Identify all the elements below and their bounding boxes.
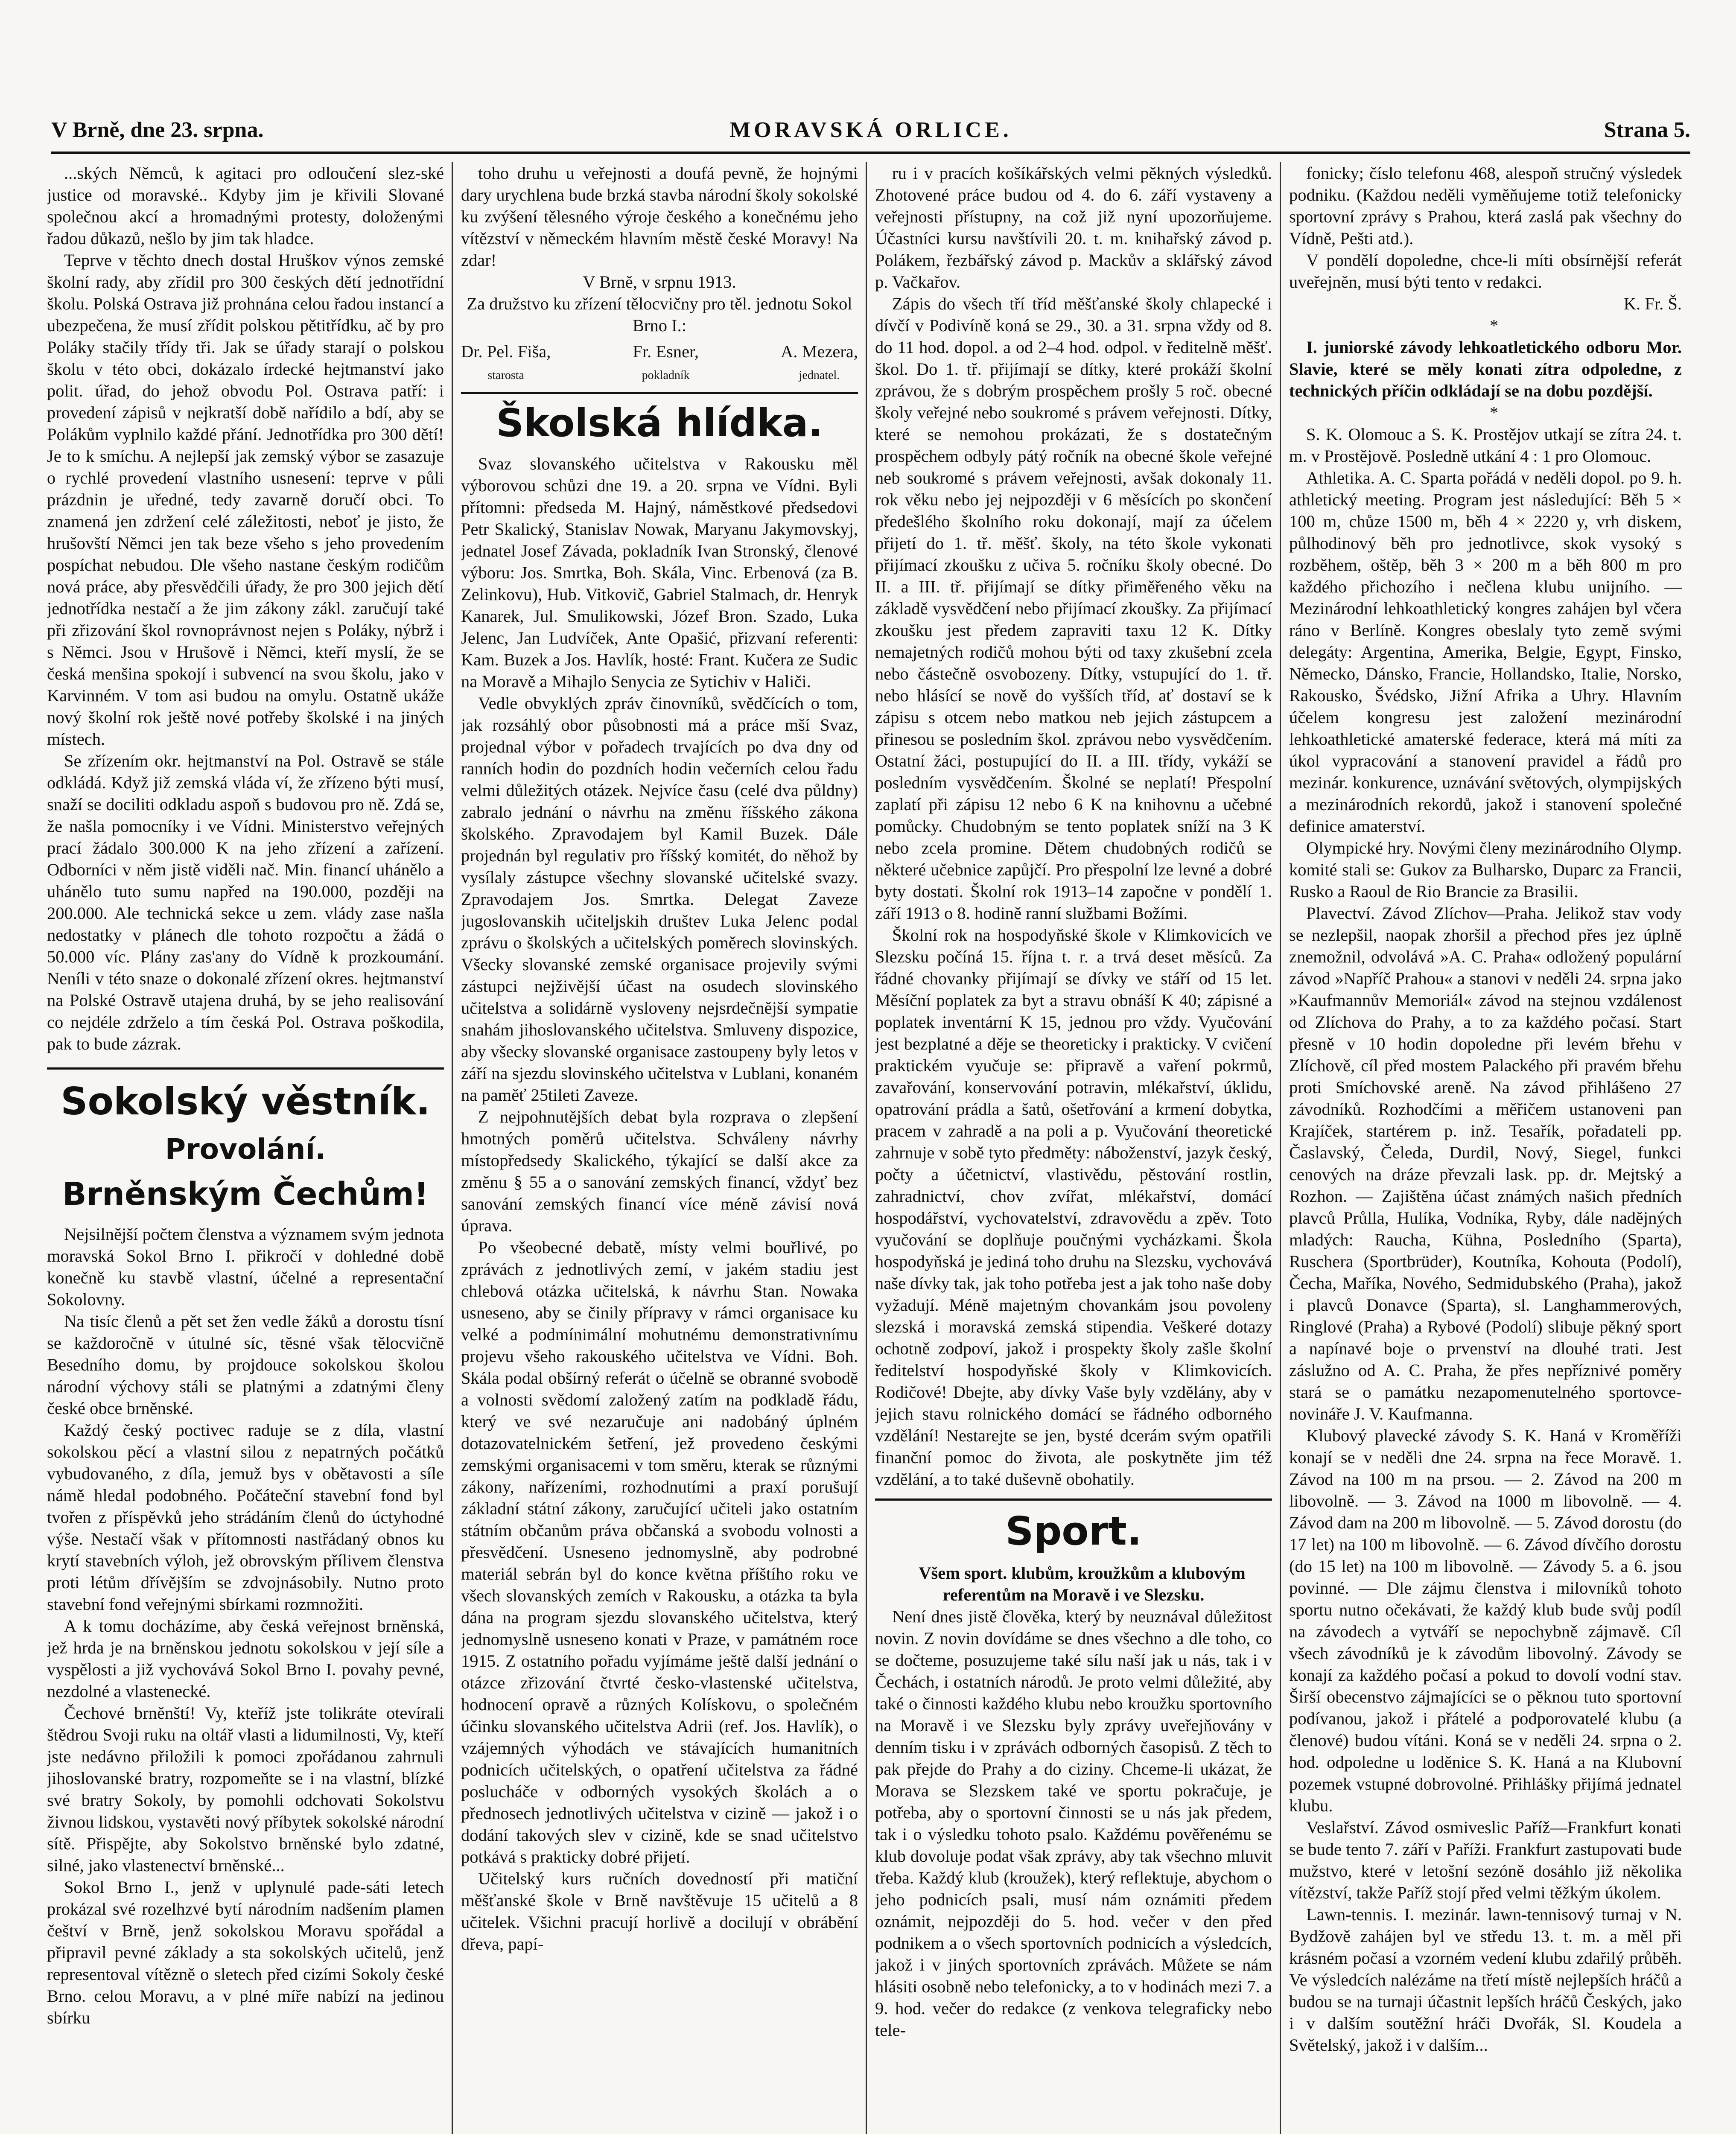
article-paragraph: Školní rok na hospodyňské škole v Klimkovicích ve Slezsku počíná 15. října t. r. a trvá deset měsíců. Za řádné chovanky přijímají se dívky ve stáří od 15 let. Měsíční poplatek za byt a stravu obnáší K 40; zápisné a poplatek inventární K 15, jednou pro vždy. Vyučování jest bezplatné a děje se theoreticky i prakticky. V cvičení praktickém vyučuje se: připravě a vaření pokrmů, zavařování, konservování potravin, mlékařství, úklidu, opatrování prádla a šatů, ošetřování a krmení dobytka, pracem v zahradě a na poli a p. Vyučování theoretické zahrnuje v sobě tyto předměty: náboženství, jazyk český, počty a účetnictví, vlastivědu, pěstování rostlin, zahradnictví, chov zvířat, mlékařství, domácí hospodářství, vychovatelství, zdravovědu a zpěv. Toto vyučování se doplňuje poučnými vycházkami. Škola hospodyňská je jediná toho druhu na Slezsku, vychovává naše dívky tak, jak toho potřeba jest a jak toho naše doby vyžadují. Méně majetným chovankám jsou povoleny slezská i moravská zemská stipendia. Veškeré dotazy ochotně zodpoví, jakož i prospekty školy zašle školní ředitelství hospodyňské školy v Klimkovicích. Rodičové! Dbejte, aby dívky Vaše byly vzdělány, aby v jejich stavu rolnického domácí se řádného odborného vzdělání! Nestarejte se jen, bysté dcerám svým opatřili finanční pomoc do života, ale poskytněte jim též vzdělání, a to také duševně obohatily.	[875, 925, 1272, 1489]
article-paragraph: Veslařství. Závod osmiveslic Paříž—Frankfurt konati se bude tento 7. září v Paříži. Frankfurt zastupovati bude mužstvo, které v letošní sezóně dosáhlo již několika vítězství, takže Paříž stojí před velmi těžkým úkolem.	[1289, 1818, 1682, 1902]
article-paragraph: A k tomu docházíme, aby česká veřejnost brněnská, jež hrda je na brněnskou jednotu sokolskou v její síle a vyspělosti a již vychovává Sokol Brno I. povahy pevné, nezdolné a vlastenecké.	[47, 1616, 444, 1701]
column-rule	[452, 162, 453, 2134]
article-paragraph: Athletika. A. C. Sparta pořádá v neděli dopol. po 9. h. athletický meeting. Program jest následující: Běh 5 × 100 m, chůze 1500 m, běh 4 × 2220 y, vrh diskem, půlhodinový běh pro jednotlivce, skok vysoký s rozběhem, oštěp, běh 3 × 200 m a běh 800 m pro každého přichozího i nečlena klubu unijního. — Mezinárodní lehkoathletický kongres zahájen byl včera ráno v Berlíně. Kongres obeslaly tyto země svými delegáty: Argentina, Amerika, Belgie, Egypt, Finsko, Německo, Dánsko, Francie, Hollandsko, Italie, Norsko, Rakousko, Švédsko, Jižní Afrika a Uhry. Hlavním účelem kongresu jest založení mezinárodní lehkoathletické amaterské federace, která má míti za úkol vypracování a stanovení pravidel a řádů pro mezinár. konkurence, uznávání světových, olympijských a mezinárodních rekordů, jakož i stanovení společné definice amaterství.	[1289, 468, 1682, 836]
article-paragraph: Olympické hry. Novými členy mezinárodního Olymp. komité stali se: Gukov za Bulharsko, Duparc za Francii, Rusko a Raoul de Rio Brancie za Brasilii.	[1289, 838, 1682, 901]
signatures	[461, 341, 858, 384]
page-number: Strana 5.	[1604, 118, 1690, 142]
article-paragraph: Sokol Brno I., jenž v uplynulé pade-sáti letech prokázal své rozelhzvé bytí národním nadšením plamen češtví v Brně, jenž sokolskou Moravu spořádal a připravil pevné základy a sta sokolských učitelů, jenž representoval vítězně o sletech před cizími Sokoly české Brno. celou Moravu, a v plné míře nabízí na jedinou sbírku	[47, 1877, 444, 2027]
article-paragraph: Po všeobecné debatě, místy velmi bouřlivé, po zprávách z jednotlivých zemí, v jakém stadiu jest chlebová otázka učitelská, k návrhu Stan. Nowaka usneseno, aby se činily přípravy v rámci organisace ku velké a podmínimální mohutnému demonstrativnímu projevu všeho rakouského učitelstva ve Vídni. Boh. Skála podal obšírný referát o účelně se obranné svobodě a volnosti svědomí založený zatím na podkladě řádu, který ve své nezaručuje ani nadobáný úplném dotazovatelnickém šetření, jež provedeno českými zemskými organisacemi v tom směru, kterak se různými zákony, nařízeními, rozhodnutími a praxí porušují základní státní zákony, zaručující učiteli jako ostatním státním občanům práva občanská a svobodu volnosti a přesvědčení. Usneseno jednomyslně, aby podrobné materiál sebrán byl do konce května příštího roku ve všech slovanských zemích v Rakousku, a otázka ta byla dána na program sjezdu slovanského učitelstva, který jednomyslně usneseno konati v Praze, v památném roce 1915. Z ostatního pořadu vyjímáme ještě další jednání o otázce zřizování čtvrté česko-vlastenské učitelstva, hodnocení opravě a různých Kolískovu, o společném účinku slovanského učitelstva Adrii (ref. Jos. Havlík), o vzájemných výhodách ve stávajících humanitních podnicích učitelských, o opatření učitelstva za řádné poslucháče v odborných vysokých školách a o přednosech jednotlivých učitelstva v cizině — jakož i o dodání takových slev v cizině, kde se snad učitelstvo potkává s prakticky dobré přijetí.	[461, 1238, 858, 1866]
committee-line: Za družstvo ku zřízení tělocvičny pro těl. jednotu Sokol Brno I.:	[467, 294, 852, 335]
article-paragraph: Vedle obvyklých zpráv činovníků, svědčících o tom, jak rozsáhlý obor působnosti má a práce mší Svaz, projednal výbor v pořadech trvajících po dva dny od ranních hodin do pozdních hodin večerních celou řadu velmi důležitých otázek. Nejvíce času (celé dva půldny) zabralo jednání o návrhu na změnu říšského zákona školského. Zpravodajem byl Kamil Buzek. Dále projednán byl regulativ pro říšský komitét, do něhož by vysílaly zástupce všechny slovanské učitelské svazy. Zpravodajem Jos. Smrtka. Delegat Zaveze jugoslovanskih učiteljskih društev Luka Jelenc podal zprávu o školských a učitelských poměrech slovinských. Všecky slovanské zemské organisace projevily svými zástupci nejživější účast na osudech slovinského učitelstva a solidárně vysloveny nejsrdečnější sympatie snahám jihoslovanského učitelstva. Smluveny dispozice, aby všecky slovanské organisace zastoupeny byly letos v září na sjezdu slovinského učitelstva v Lublani, konaném na paměť 25tileti Zaveze.	[461, 694, 858, 1105]
signature: Fr. Esner, pokladník	[633, 342, 699, 382]
separator-star: *	[1489, 316, 1499, 335]
article-paragraph: Nejsilnější počtem členstva a významem svým jednota moravská Sokol Brno I. přikročí v dohledné době konečně ku stavbě vlastní, účelné a representační Sokolovny.	[47, 1224, 444, 1309]
article-paragraph: ru i v pracích košíkářských velmi pěkných výsledků. Zhotovené práce budou od 4. do 6. září vystaveny a veřejnosti přístupny, na což již nyní upozorňujeme. Účastníci kursu navštívili 20. t. m. knihařský závod p. Polákem, řezbářský závod p. Mackův a sklářský závod p. Vačkařov.	[875, 163, 1272, 292]
article-paragraph: S. K. Olomouc a S. K. Prostějov utkají se zítra 24. t. m. v Prostějově. Posledně utkání 4 : 1 pro Olomouc.	[1289, 425, 1682, 466]
article-paragraph: toho druhu u veřejnosti a doufá pevně, že hojnými dary urychlena bude brzká stavba národní školy sokolské ku zvýšení tělesného výroje českého a konečnému jeho vítězství v německém hlavním městě české Moravy! Na zdar!	[461, 163, 858, 270]
signature: Dr. Pel. Fiša, starosta	[461, 342, 551, 382]
article-paragraph: I. juniorské závody lehkoatletického odboru Mor. Slavie, které se měly konati zítra odpoledne, z technických příčin odkládají se na dobu pozdější.	[1289, 338, 1682, 400]
article-paragraph: Na tisíc členů a pět set žen vedle žáků a dorostu tísní se každoročně v útulné síc, těsné však tělocvičně Besedního domu, by projdouce sokolskou školou národní výchovy stáli se platnými a zdatnými členy české obce brněnské.	[47, 1312, 444, 1418]
article-paragraph: Klubový plavecké závody S. K. Haná v Kroměříži konají se v neděli dne 24. srpna na řece Moravě. 1. Závod na 100 m na prsou. — 2. Závod na 200 m libovolně. — 3. Závod na 1000 m libovolně. — 4. Závod dam na 200 m libovolně. — 5. Závod dorostu (do 17 let) na 100 m libovolně. — 6. Závod dívčího dorostu (do 15 let) na 100 m libovolně. — Závody 5. a 6. jsou povinné. — Dle zájmu členstva i milovníků tohoto sportu nutno očekávati, že každý klub bude svůj podíl na závodech a vytváří se nepochybně zájmavě. Cíl všech závodníků je k závodům libovolný. Závody se konají za každého počasí a pokud to dovolí vodní stav. Širší obecenstvo zájmajícíci se o pěknou tuto sportovní podívanou, jakož i přátelé a podporovatelé klubu (a členové) budou vítáni. Koná se v neděli 24. srpna o 2. hod. odpoledne u loděnice S. K. Haná a na Klubovní pozemek vstupné dobrovolné. Přihlášky přijímá jednatel klubu.	[1289, 1426, 1682, 1815]
article-paragraph: Zápis do všech tří tříd měšťanské školy chlapecké i dívčí v Podivíně koná se 29., 30. a 31. srpna vždy od 8. do 11 hod. dopol. a od 2–4 hod. odpol. v ředitelně měšť. škol. Do 1. tř. přijímají se dítky, které prokáží školní zprávou, že s dobrým prospěchem prošly 5 roč. obecné školy veřejné nebo soukromé s právem veřejnosti. Dítky, které se nemohou prokázati, že s dostatečným prospěchem odbyly pátý ročník na obecné škole veřejné neb soukromé s právem veřejnosti, avšak dokonaly 11. rok věku nebo jej nejpozději v 6 měsících po skončení předešlého školního roku dokonají, mají za účelem přijetí do 1. tř. měšť. školy, na této škole vykonati přijímací zkoušku z učiva 5. ročníku školy obecné. Do II. a III. tř. přijímají se dítky přiměřeného věku na základě vysvědčení nebo přijímací zkoušky. Za přijímací zkoušku jest předem zapraviti taxu 12 K. Dítky nemajetných rodičů mohou býti od taxy zkušební zcela nebo částečně osvobozeny. Dítky, vstupující do 1. tř. nebo hlásící se nově do vyšších tříd, ať dostaví se k zápisu s otcem nebo matkou neb jejich zástupcem a přinesou se posledním škol. zprávou nebo vysvědčením. Ostatní žáci, postupující do II. a III. třídy, vykáží se posledním vysvědčením. Školné se neplatí! Přespolní zaplatí při zápisu 12 nebo 6 K na knihovnu a učebné pomůcky. Chudobným se tento poplatek sníží na 3 K nebo zcela promine. Dětem chudobných rodičů se některé učebnice zapůjčí. Pro přespolní lze levné a dobré byty dostati. Školní rok 1913–14 započne v pondělí 1. září 1913 o 8. hodině ranní službami Božími.	[875, 294, 1272, 923]
article-paragraph: Lawn-tennis. I. mezinár. lawn-tennisový turnaj v N. Bydžově zahájen byl ve středu 13. t. m. a měl při krásném počasí a vzorném vedení klubu zdařilý průběh. Ve výsledcích nalézáme na třetí místě nejlepších hráčů a budou se na turnaji účastnit lepších hráčů Českých, jako i v dalším soutěžní hráči Dvořák, Sl. Koudela a Světelský, jakož i v dalším...	[1289, 1905, 1682, 2055]
article-paragraph: Svaz slovanského učitelstva v Rakousku měl výborovou schůzi dne 19. a 20. srpna ve Vídni. Byli přítomni: předseda M. Hajný, náměstkové předsedovi Petr Skalický, Stanislav Nowak, Maryanu Jakymovskyj, jednatel Josef Závada, pokladník Ivan Stronský, členové výboru: Jos. Smrtka, Boh. Skála, Vinc. Erbenová (za B. Zelinkovu), Hub. Vitkovič, Gabriel Stalmach, dr. Henryk Kanarek, Jul. Smulikowski, Józef Bron. Szado, Luka Jelenc, Jan Ludvíček, Ante Opašić, přizvaní referenti: Kam. Buzek a Jos. Havlík, hosté: Frant. Kučera ze Sudic na Moravě a Mihajlo Senycia ze Sytichiv v Haliči.	[461, 454, 858, 691]
article-paragraph: Učitelský kurs ručních dovedností při matiční měšťanské škole v Brně navštěvuje 15 učitelů a 8 učitelek. Všichni pracují horlivě a docilují v obrábění dřeva, papí-	[461, 1869, 858, 1953]
column-rule	[1280, 162, 1281, 2134]
column-1	[47, 162, 444, 2134]
article-paragraph: Není dnes jistě člověka, který by neuznával důležitost novin. Z novin dovídáme se dnes všechno a dle toho, co se dočteme, posuzujeme také sílu naší jak u nás, tak i v Čechách, i ostatních národů. Je proto velmi důležité, aby také o činnosti každého klubu nebo kroužku sportovního na Moravě i ve Slezsku byly zprávy uveřejňovány v denním tisku i v zprávách odborných časopisů. Z těch to pak přejde do Prahy a do ciziny. Chceme-li ukázat, že Morava se Slezskem také ve sportu pokračuje, je potřeba, aby o sportovní činnosti se u nás jak předem, tak i o výsledku tohoto psalo. Každému pověřenému se klub dovoluje podat však zprávy, aby tak všechno mluvit třeba. Každý klub (kroužek), který reflektuje, abychom o jeho podnicích psali, musí nám oznámiti předem oznámit, nejpozději do 5. hod. večer v den před podnikem a o všech sportovních podnicích a výsledcích, jakož i v jiných sportovních zprávách. Můžete se nám hlásiti osobně nebo telefonicky, a to v hodinách mezi 7. a 9. hod. večer do redakce (z venkova telegraficky nebo tele-	[875, 1607, 1272, 2040]
proclamation-heading: Provolání.	[165, 1133, 326, 1166]
author-initials: K. Fr. Š.	[1623, 294, 1682, 313]
article-paragraph: V pondělí dopoledne, chce-li míti obsírnější referát uveřejněn, musí býti tento v redakci.	[1289, 251, 1682, 292]
column-3	[875, 162, 1272, 2134]
article-paragraph: Se zřízením okr. hejtmanství na Pol. Ostravě se stále odkládá. Když již zemská vláda ví, že zřízeno býti musí, snaží se dociliti odkladu aspoň s budovou pro ně. Zdá se, že našla pomocníky i ve Vídni. Ministerstvo veřejných prací žádalo 300.000 K na jeho zřízení a zařízení. Odborníci v něm jistě viděli nač. Min. financí uhánělo a uhánělo tuto sumu napřed na 190.000, později na 200.000. Ale technická sekce u zem. vlády zase našla nedostatky v plánech dle tohoto rozpočtu a žádá o 50.000 víc. Plány zas'any do Vídně k prozkoumání. Neníli v této snaze o dokonalé zřízení okres. hejtmanství na Polské Ostravě utajena druhá, by se jeho realisování co nejdéle zdrželo a tím česká Pol. Ostrava poškodila, pak to bude zázrak.	[47, 751, 444, 1053]
article-paragraph: Plavectví. Závod Zlíchov—Praha. Jelikož stav vody se nezlepšil, naopak zhoršil a přechod přes jez úplně znemožnil, odvolává »A. C. Praha« odložený populární závod »Napříč Prahou« a stanovi v neděli 24. srpna jako »Kaufmannův Memoriál« závod na stejnou vzdálenost od Zlíchova do Prahy, a to za každého počasí. Start přesně v 10 hodin dopoledne při levém břehu v Zlíchově, cíl před mostem Palackého při pravém břehu proti Smíchovské areně. Na závod přihlášeno 27 závodníků. Rozhodčími a měřičem ustanoveni pan Krajíček, startérem p. inž. Tesařík, pořadateli pp. Časlavský, Čeleda, Durdil, Nový, Siegel, funkci cenových na dráze převzali lask. pp. dr. Mejtský a Rozhon. — Zajištěna účast známých našich předních plavců Průlla, Hulíka, Vodníka, Ryby, dále nadějných mladých: Raucha, Kühna, Posledního (Sparta), Ruschera (Sportbrüder), Koutníka, Kohouta (Podolí), Čecha, Maříka, Nového, Sedmidubského (Praha), jakož i plavců Donavce (Sparta), sl. Langhammerových, Ringlové (Praha) a Rybové (Podolí) slibuje pěkný sport a napínavé boje o prvenství na dlouhé trati. Jest záslužno od A. C. Praha, že přes nepříznivé poměry stará se o památku nezapomenutelného sportovce-novináře J. V. Kaufmanna.	[1289, 904, 1682, 1423]
section-title-school: Školská hlídka.	[461, 392, 858, 447]
masthead	[51, 113, 1690, 154]
column-2	[461, 162, 858, 2134]
newspaper-title: MORAVSKÁ ORLICE.	[729, 118, 1012, 142]
article-paragraph: ...ských Němců, k agitaci pro odloučení slez-ské justice od moravské.. Kdyby jim je křivili Slované společnou akcí a hromadnými protesty, doloženými řadou důkazů, nešlo by jim tak hladce.	[47, 163, 444, 248]
article-paragraph: Každý český poctivec raduje se z díla, vlastní sokolskou pěcí a vlastní silou z nepatrných počátků vybudovaného, z díla, jemuž bys v obětavosti a síle námě hledal podobného. Počáteční stavební fond byl tvořen z příspěvků jeho strádáním členů do úctyhodné výše. Nestačí však v přítomnosti nastřádaný obnos ku krytí stavebních výloh, jež obrovským přílivem členstva proti létům dřívějším se zdvojnásobily. Nutno proto stavební fond veřejnými sbírkami rozmnožiti.	[47, 1420, 444, 1614]
proclamation-subheading: Brněnským Čechům!	[62, 1176, 429, 1213]
article-paragraph: fonicky; číslo telefonu 468, alespoň stručný výsledek podniku. (Každou neděli vyměňujeme totiž telefonicky sportovní zprávy s Prahou, která zaslá pak všechny do Vídně, Pešti atd.).	[1289, 163, 1682, 248]
sport-lead: Všem sport. klubům, kroužkům a klubovým referentům na Moravě i ve Slezsku.	[919, 1563, 1246, 1604]
section-title-sokol: Sokolský věstník.	[47, 1067, 444, 1125]
issue-date: V Brně, dne 23. srpna.	[51, 118, 264, 142]
column-4	[1289, 162, 1682, 2134]
article-paragraph: Čechové brněnští! Vy, kteříž jste tolikráte otevírali štědrou Svoji ruku na oltář vlasti a lidumilnosti, Vy, kteří jste nedávno přiložili k pomoci zpořádanou zahrnuli jihoslovanské bratry, rozpomeňte se i na vlastní, blízké své bratry Sokoly, by pomohli odchovati Sokolstvu živnou lidskou, vystavěti nový příbytek sokolské národní sítě. Přispějte, aby Sokolstvo brněnské bylo zdatné, silné, jako vlastenectví brněnské...	[47, 1703, 444, 1875]
section-title-sport: Sport.	[875, 1498, 1272, 1556]
dateline: V Brně, v srpnu 1913.	[583, 272, 736, 292]
article-paragraph: Z nejpohnutějších debat byla rozprava o zlepšení hmotných poměrů učitelstva. Schváleny návrhy místopředsedy Skalického, týkající se další akce za změnu § 55 a o sanování zemských financí, vždyť bez sanování zemských financí více méně závisí nová úprava.	[461, 1107, 858, 1235]
separator-star: *	[1489, 403, 1499, 422]
signature: A. Mezera, jednatel.	[780, 342, 858, 382]
article-paragraph: Teprve v těchto dnech dostal Hruškov výnos zemské školní rady, aby zřídil pro 300 českých dětí jednotřídní školu. Polská Ostrava již prohnána celou řadou instancí a ubezpečena, že musí zřídit polskou pětitřídku, ač by pro Poláky stačily třídy tři. Jak se úřady starají o polskou školu v této obci, dokázalo írdecké hejtmanství jako polit. úřad, do jehož obvodu Pol. Ostrava patří: i provedení zápisů v nejkratší době nařídilo a bdí, aby se Polákům vyplnilo každé přání. Jednotřídka pro 300 dětí! Je to k smíchu. A nejlepší jak zemský výbor se zasazuje o rychlé provedení vlastního usnesení: teprve v půli prázdnin je uředné, tedy zavarně doručí obci. To znamená jen zdržení celé záležitosti, neboť je jisto, že hrušovští Němci jen tak beze všeho s jeho provedením pospíchat nebudou. Dle všeho nastane českým rodičům nová práce, aby přesvědčili úřady, že pro 300 jejich dětí jednotřídka nestačí a že jim zákony zákl. zaručují také při zřizování škol rovnoprávnost nejen s Poláky, nýbrž i s Němci. Jsou v Hrušově i Němci, kteří myslí, že se česká menšina spokojí i subvencí na svou školu, jako v Karvinném. V tom asi budou na omylu. Ostatně ukáže nový školní rok ještě nové potřeby školské i na jiných místech.	[47, 251, 444, 749]
column-rule	[866, 162, 867, 2134]
